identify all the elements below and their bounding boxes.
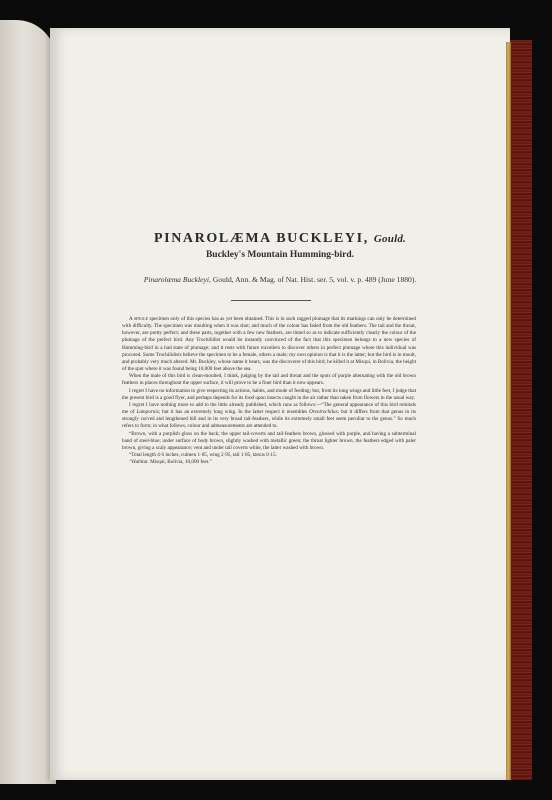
genus-lampornis: Lampornis bbox=[136, 409, 159, 416]
common-name: Buckley's Mountain Humming-bird. bbox=[205, 250, 355, 260]
description-body bbox=[122, 316, 416, 466]
habitat-text: Misqui, Bolivia, 10,000 feet.” bbox=[148, 459, 212, 466]
gilt-edge bbox=[506, 42, 511, 780]
paragraph-4-text-b: ; but it has an extremely long wing. In the latter respect it resembles bbox=[158, 409, 310, 416]
page-title bbox=[50, 231, 510, 247]
reference-citation: Gould, Ann. & Mag. of Nat. Hist. ser. 5, vol. v. p. 489 (June 1880). bbox=[210, 275, 417, 284]
paragraph-1 bbox=[122, 316, 416, 373]
genus-oreotrochilus: Oreotrochilus bbox=[309, 409, 338, 416]
paragraph-3: I regret I have no information to give respecting its actions, habits, and mode of feeding; but, from its long wings and little feet, I judge that the present bird is a good flyer, and perhaps depends for its food upon insects caught in the air rather than taken from flowers in the usual way. bbox=[122, 387, 416, 401]
paragraph-1-lead: A single bbox=[129, 316, 149, 322]
habitat-label: “Habitat. bbox=[129, 459, 149, 466]
paragraph-2: When the male of this bird is clean-moulted, I think, judging by the tail and throat and the spots of purple alternating with the old brown feathers in places throughout the upper surface, it will prove to be a finer bird than it now appears. bbox=[122, 373, 416, 387]
page-edge-binding bbox=[510, 40, 532, 780]
species-name: PINAROLÆMA BUCKLEYI, bbox=[154, 231, 369, 246]
paragraph-6: “Total length 4·6 inches, culmen 1·05, wing 2·95, tail 1·85, tarsus 0·15. bbox=[129, 451, 277, 458]
paragraph-7 bbox=[122, 459, 416, 466]
bibliographic-reference bbox=[50, 275, 510, 284]
reference-species: Pinarolæma Buckleyi, bbox=[143, 275, 211, 284]
species-authority: Gould. bbox=[373, 233, 406, 245]
paragraph-4 bbox=[122, 402, 416, 431]
paragraph-4-text-a: I regret I have nothing more to add to the little already published, which runs as follows:—“The general appearance of this bird reminds me of bbox=[122, 401, 416, 416]
section-divider bbox=[231, 300, 311, 301]
paragraph-5: “Brown, with a purplish gloss on the back; the upper tail-coverts and tail-feathers brown, glossed with purple, and having a subterminal band of steel-blue; under surface of body brown, slightly washed with metallic green; the throat lighter brown, the feathers edged with paler brown, giving a scaly appearance; vent and under tail coverts white, the latter washed with brown. bbox=[122, 430, 416, 451]
paragraph-1-text: specimen only of this species has as yet been obtained. This is in such ragged plumage that its markings can only be determined with difficulty. The specimen was moulting when it was shot; and much of the colour has faded from the old feathers. The tail and the throat, however, are pretty perfect; and these parts, together with a few new feathers, are tinted so as to indicate sufficiently clearly the colour of the plumage of the perfect bird. Any Trochilidist would be instantly convinced of the fact that this specimen belongs to a new species of Humming-bird in a bad state of plumage; and it rests with future travellers to discover others in perfect plumage where this individual was procured. Some Trochilidists believe the specimen to be a female, others a male; my own opinion is that it is the latter; but the bird is in moult, and probably very much altered. Mr. Buckley, whose name it bears, was the discoverer of this bird; he killed it at Misqui, in Bolivia, the height of the spot where it was found being 10,000 feet above the sea. bbox=[122, 316, 416, 373]
paragraph-4-text-c: ; but it differs from that genus in its strongly curved and lengthened bill and in its very broad tail-feathers, while its extremely small feet seem peculiar to the genus.” So much refers to form; in what follows, colour and admeasurements are attended to. bbox=[122, 409, 416, 430]
